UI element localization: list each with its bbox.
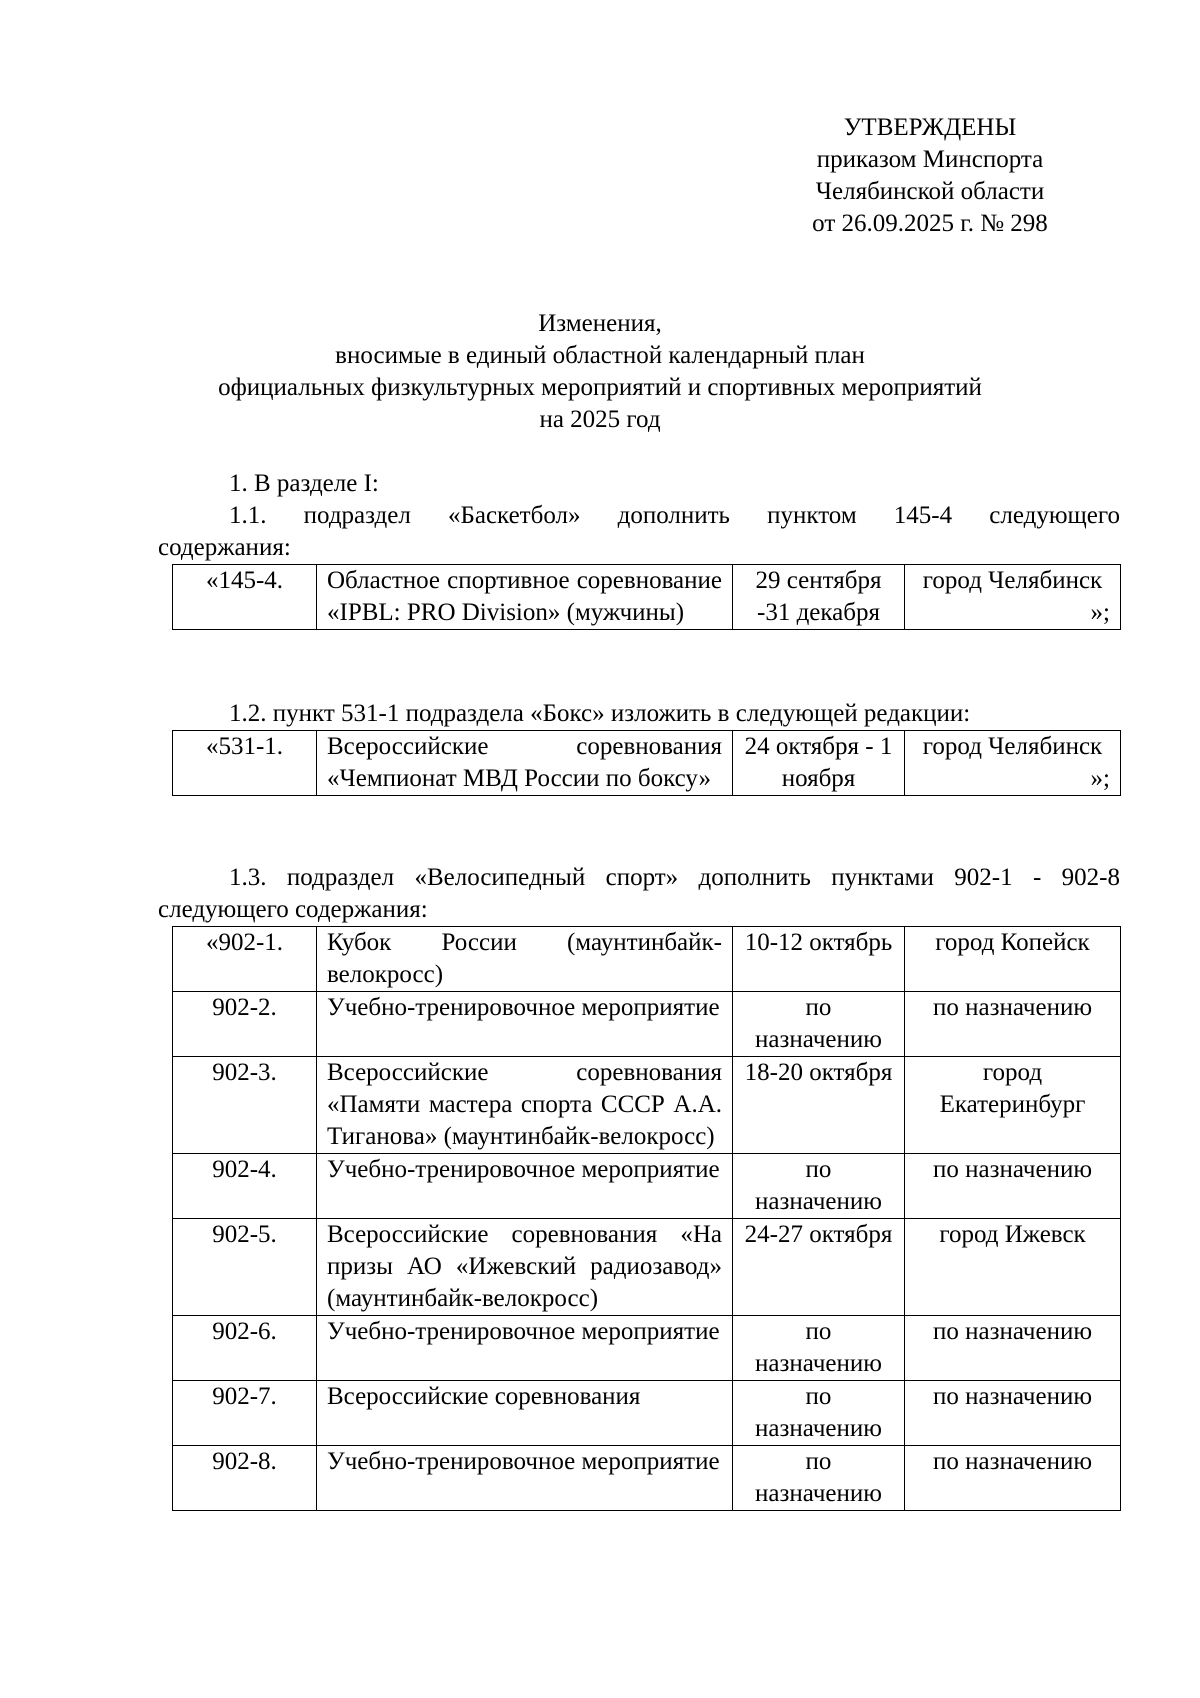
item-1-1-text-line-2: содержания: [158, 534, 291, 561]
row-number: 902-8. [173, 1446, 317, 1511]
table-row [173, 1154, 1121, 1219]
event-place: по назначению [905, 992, 1121, 1057]
table-row [173, 1381, 1121, 1446]
event-date: по назначению [733, 1316, 905, 1381]
approval-date-number: от 26.09.2025 г. № 298 [812, 210, 1048, 237]
event-place-cell [905, 731, 1121, 796]
closing-quote: »; [1090, 599, 1110, 626]
table-row [173, 927, 1121, 992]
row-number: 902-2. [173, 992, 317, 1057]
event-place: город Челябинск [922, 567, 1103, 594]
approval-region-line: Челябинской области [815, 178, 1045, 205]
title-line-1: Изменения, [538, 310, 662, 337]
row-number: 902-6. [173, 1316, 317, 1381]
table-row [173, 992, 1121, 1057]
table-basketball [172, 564, 1121, 630]
event-date: 29 сентября -31 декабря [733, 565, 905, 630]
event-date: 10-12 октябрь [733, 927, 905, 992]
event-name: Учебно-тренировочное мероприятие [317, 1154, 733, 1219]
table-row [173, 1316, 1121, 1381]
event-name: Всероссийские соревнования [317, 1381, 733, 1446]
approval-heading: УТВЕРЖДЕНЫ [843, 114, 1017, 141]
title-line-4: на 2025 год [539, 406, 661, 433]
table-row [173, 1219, 1121, 1316]
event-place: по назначению [905, 1381, 1121, 1446]
event-date: 24-27 октября [733, 1219, 905, 1316]
event-name: Всероссийские соревнования «Чемпионат МВД России по боксу» [317, 731, 733, 796]
event-name: Учебно-тренировочное мероприятие [317, 1446, 733, 1511]
title-line-3: официальных физкультурных мероприятий и спортивных мероприятий [218, 374, 982, 401]
event-name: Учебно-тренировочное мероприятие [317, 1316, 733, 1381]
table-row [173, 731, 1121, 796]
event-name: Кубок России (маунтинбайк-велокросс) [317, 927, 733, 992]
row-number: «145-4. [173, 565, 317, 630]
section-1-heading: 1. В разделе I: [229, 470, 379, 497]
event-place: по назначению [905, 1316, 1121, 1381]
item-1-2-text: 1.2. пункт 531-1 подраздела «Бокс» изложить в следующей редакции: [229, 700, 971, 727]
item-1-3-text-line-1: 1.3. подраздел «Велосипедный спорт» дополнить пунктами 902-1 - 902-8 [229, 864, 1120, 891]
table-row [173, 1057, 1121, 1154]
approval-order-line: приказом Минспорта [816, 146, 1044, 173]
cycling-rows [173, 927, 1121, 1511]
event-date: 18-20 октября [733, 1057, 905, 1154]
event-place: город Челябинск [922, 733, 1103, 760]
event-place: по назначению [905, 1154, 1121, 1219]
event-place-cell [905, 565, 1121, 630]
event-name: Областное спортивное соревнование «IPBL: PRO Division» (мужчины) [317, 565, 733, 630]
row-number: «531-1. [173, 731, 317, 796]
event-name: Всероссийские соревнования «На призы АО «Ижевский радиозавод» (маунтинбайк-велокросс) [317, 1219, 733, 1316]
event-place: по назначению [905, 1446, 1121, 1511]
row-number: 902-5. [173, 1219, 317, 1316]
event-name: Учебно-тренировочное мероприятие [317, 992, 733, 1057]
table-boxing [172, 730, 1121, 796]
event-name: Всероссийские соревнования «Памяти мастера спорта СССР А.А. Тиганова» (маунтинбайк-велокросс) [317, 1057, 733, 1154]
item-1-3-text-line-2: следующего содержания: [158, 896, 428, 923]
row-number: 902-7. [173, 1381, 317, 1446]
event-date: по назначению [733, 1154, 905, 1219]
row-number: 902-3. [173, 1057, 317, 1154]
event-place: город Екатеринбург [905, 1057, 1121, 1154]
table-cycling [172, 926, 1121, 1511]
document-title [140, 308, 1060, 436]
item-1-1-text-line-1: 1.1. подраздел «Баскетбол» дополнить пунктом 145-4 следующего [229, 502, 1120, 529]
event-date: 24 октября - 1 ноября [733, 731, 905, 796]
row-number: «902-1. [173, 927, 317, 992]
event-date: по назначению [733, 1446, 905, 1511]
table-row [173, 565, 1121, 630]
approval-block [780, 112, 1080, 240]
title-line-2: вносимые в единый областной календарный план [335, 342, 865, 369]
row-number: 902-4. [173, 1154, 317, 1219]
event-date: по назначению [733, 992, 905, 1057]
closing-quote: »; [1090, 765, 1110, 792]
event-place: город Копейск [905, 927, 1121, 992]
event-place: город Ижевск [905, 1219, 1121, 1316]
table-row [173, 1446, 1121, 1511]
event-date: по назначению [733, 1381, 905, 1446]
